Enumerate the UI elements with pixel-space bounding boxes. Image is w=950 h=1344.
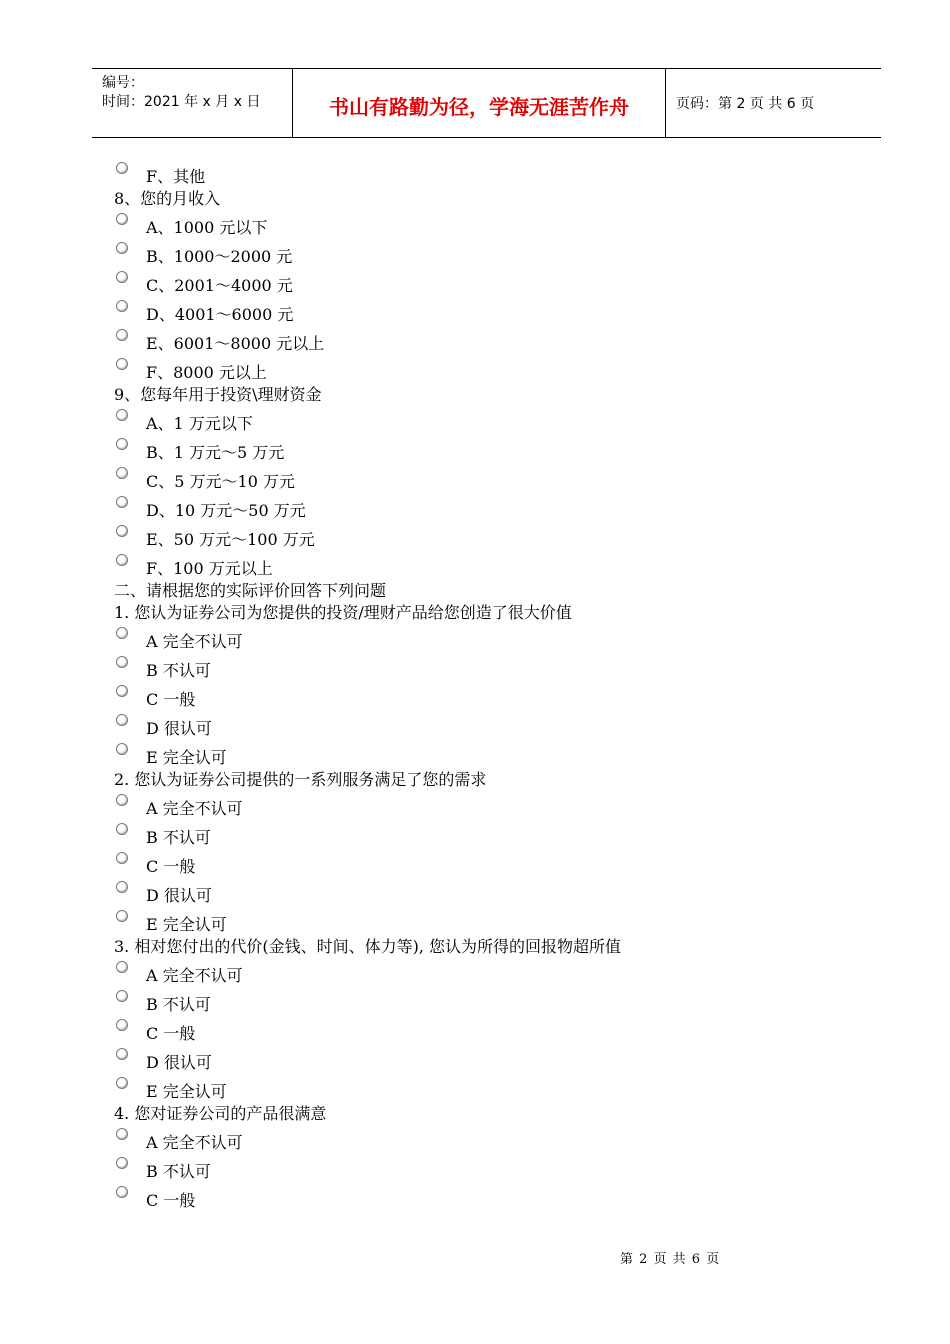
question-text: 2. 您认为证券公司提供的一系列服务满足了您的需求 bbox=[114, 770, 487, 789]
header-right-cell bbox=[666, 69, 881, 137]
option-label: D、4001～6000 元 bbox=[146, 305, 294, 324]
radio-button[interactable] bbox=[116, 213, 128, 225]
radio-button[interactable] bbox=[116, 990, 128, 1002]
radio-button[interactable] bbox=[116, 467, 128, 479]
radio-button[interactable] bbox=[116, 409, 128, 421]
radio-button[interactable] bbox=[116, 881, 128, 893]
option-label: C 一般 bbox=[146, 1024, 196, 1043]
question-text: 9、您每年用于投资\理财资金 bbox=[114, 385, 322, 404]
radio-button[interactable] bbox=[116, 852, 128, 864]
radio-button[interactable] bbox=[116, 242, 128, 254]
option-label: A 完全不认可 bbox=[146, 799, 243, 818]
radio-button[interactable] bbox=[116, 910, 128, 922]
radio-button[interactable] bbox=[116, 1186, 128, 1198]
option-label: C 一般 bbox=[146, 1191, 196, 1210]
page-header bbox=[92, 68, 881, 138]
radio-button[interactable] bbox=[116, 1019, 128, 1031]
option-label: B、1000～2000 元 bbox=[146, 247, 293, 266]
radio-button[interactable] bbox=[116, 743, 128, 755]
option-label: B 不认可 bbox=[146, 995, 211, 1014]
question-text: 二、请根据您的实际评价回答下列问题 bbox=[114, 581, 387, 600]
option-label: A 完全不认可 bbox=[146, 1133, 243, 1152]
question-text: 4. 您对证券公司的产品很满意 bbox=[114, 1104, 327, 1123]
radio-button[interactable] bbox=[116, 961, 128, 973]
serial-label: 编号： bbox=[102, 75, 144, 91]
option-label: D 很认可 bbox=[146, 886, 212, 905]
option-label: A、1000 元以下 bbox=[146, 218, 268, 237]
radio-button[interactable] bbox=[116, 1077, 128, 1089]
radio-button[interactable] bbox=[116, 656, 128, 668]
header-left-cell bbox=[92, 69, 293, 137]
option-label: E 完全认可 bbox=[146, 915, 227, 934]
option-label: A、1 万元以下 bbox=[146, 414, 253, 433]
radio-button[interactable] bbox=[116, 794, 128, 806]
header-motto: 书山有路勤为径，学海无涯苦作舟 bbox=[329, 95, 629, 119]
radio-button[interactable] bbox=[116, 685, 128, 697]
radio-button[interactable] bbox=[116, 329, 128, 341]
radio-button[interactable] bbox=[116, 271, 128, 283]
radio-button[interactable] bbox=[116, 496, 128, 508]
option-label: B 不认可 bbox=[146, 828, 211, 847]
page-footer: 第 2 页 共 6 页 bbox=[620, 1252, 721, 1267]
radio-button[interactable] bbox=[116, 1048, 128, 1060]
time-label: 时间：2021 年 x 月 x 日 bbox=[102, 94, 261, 110]
option-label: F、100 万元以上 bbox=[146, 559, 273, 578]
radio-button[interactable] bbox=[116, 823, 128, 835]
option-label: B 不认可 bbox=[146, 1162, 211, 1181]
radio-button[interactable] bbox=[116, 1157, 128, 1169]
option-label: C、5 万元～10 万元 bbox=[146, 472, 295, 491]
option-label: C 一般 bbox=[146, 857, 196, 876]
question-text: 3. 相对您付出的代价(金钱、时间、体力等), 您认为所得的回报物超所值 bbox=[114, 937, 622, 956]
page-code: 页码：第 2 页 共 6 页 bbox=[676, 96, 815, 112]
radio-button[interactable] bbox=[116, 1128, 128, 1140]
radio-button[interactable] bbox=[116, 358, 128, 370]
option-label: B、1 万元～5 万元 bbox=[146, 443, 285, 462]
option-label: E 完全认可 bbox=[146, 748, 227, 767]
option-label: E、6001～8000 元以上 bbox=[146, 334, 325, 353]
radio-button[interactable] bbox=[116, 627, 128, 639]
option-label: D、10 万元～50 万元 bbox=[146, 501, 306, 520]
option-label: F、8000 元以上 bbox=[146, 363, 267, 382]
question-text: 8、您的月收入 bbox=[114, 189, 221, 208]
option-label: E 完全认可 bbox=[146, 1082, 227, 1101]
radio-button[interactable] bbox=[116, 300, 128, 312]
radio-button[interactable] bbox=[116, 438, 128, 450]
radio-button[interactable] bbox=[116, 525, 128, 537]
option-label: A 完全不认可 bbox=[146, 966, 243, 985]
option-label: C 一般 bbox=[146, 690, 196, 709]
radio-button[interactable] bbox=[116, 714, 128, 726]
option-label: C、2001～4000 元 bbox=[146, 276, 293, 295]
radio-button[interactable] bbox=[116, 162, 128, 174]
option-label: E、50 万元～100 万元 bbox=[146, 530, 315, 549]
option-label: B 不认可 bbox=[146, 661, 211, 680]
option-label: D 很认可 bbox=[146, 719, 212, 738]
option-label: A 完全不认可 bbox=[146, 632, 243, 651]
option-label: D 很认可 bbox=[146, 1053, 212, 1072]
header-middle-cell bbox=[293, 69, 666, 137]
radio-button[interactable] bbox=[116, 554, 128, 566]
option-label: F、其他 bbox=[146, 167, 206, 186]
question-text: 1. 您认为证券公司为您提供的投资/理财产品给您创造了很大价值 bbox=[114, 603, 572, 622]
